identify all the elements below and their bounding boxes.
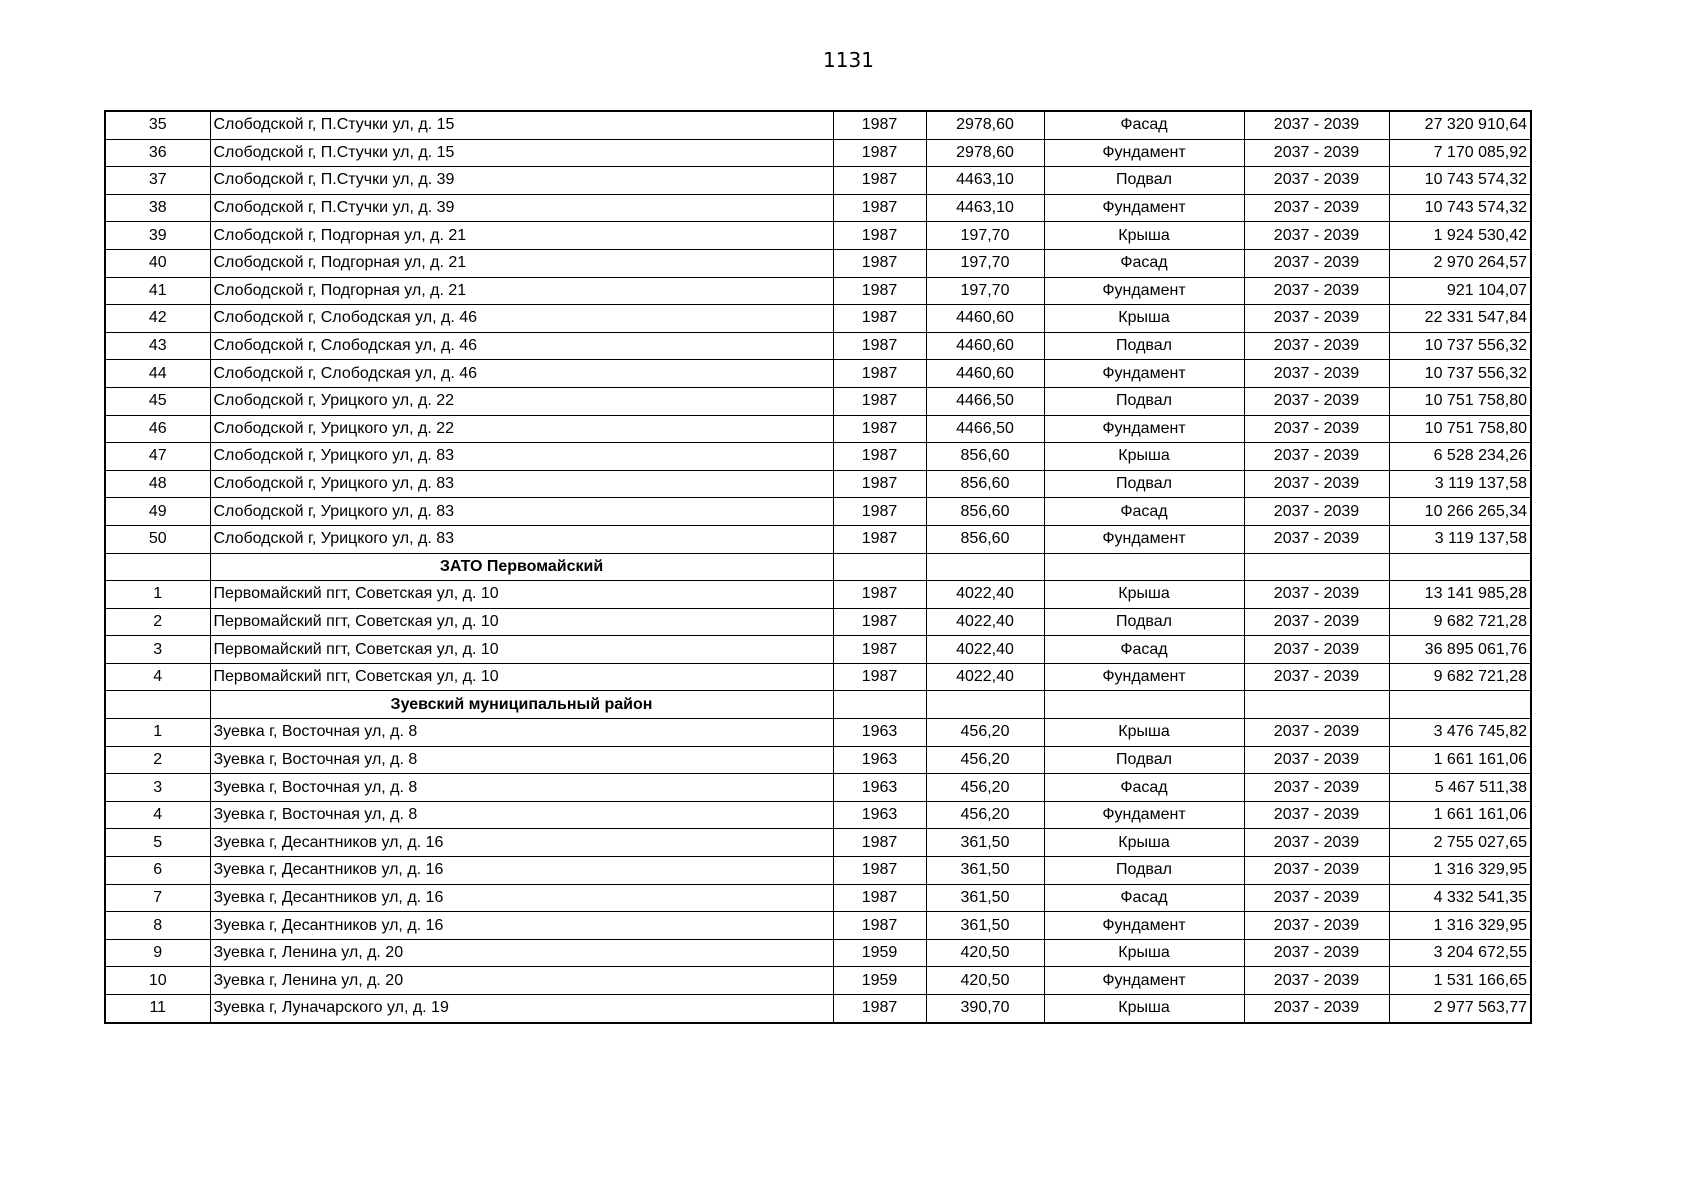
cost-cell: 2 970 264,57: [1389, 249, 1531, 277]
empty-cell: [926, 553, 1044, 581]
cost-cell: 2 755 027,65: [1389, 829, 1531, 857]
year-built-cell: 1987: [833, 608, 926, 636]
year-built-cell: 1963: [833, 801, 926, 829]
year-built-cell: 1987: [833, 995, 926, 1023]
row-number-cell: 5: [105, 829, 210, 857]
work-type-cell: Фундамент: [1044, 663, 1244, 691]
year-built-cell: 1987: [833, 498, 926, 526]
empty-cell: [1389, 553, 1531, 581]
work-type-cell: Фундамент: [1044, 415, 1244, 443]
work-type-cell: Фундамент: [1044, 194, 1244, 222]
address-cell: Слободской г, Урицкого ул, д. 83: [210, 525, 833, 553]
area-cell: 4022,40: [926, 663, 1044, 691]
period-cell: 2037 - 2039: [1244, 829, 1389, 857]
year-built-cell: 1987: [833, 663, 926, 691]
address-cell: Первомайский пгт, Советская ул, д. 10: [210, 636, 833, 664]
table-row: [105, 774, 1531, 802]
work-type-cell: Фасад: [1044, 249, 1244, 277]
work-type-cell: Фундамент: [1044, 801, 1244, 829]
work-type-cell: Крыша: [1044, 581, 1244, 609]
area-cell: 420,50: [926, 967, 1044, 995]
table-row: [105, 222, 1531, 250]
work-type-cell: Крыша: [1044, 222, 1244, 250]
table-row: [105, 470, 1531, 498]
table-row: [105, 884, 1531, 912]
year-built-cell: 1987: [833, 305, 926, 333]
empty-cell: [1044, 691, 1244, 719]
work-type-cell: Подвал: [1044, 167, 1244, 195]
year-built-cell: 1987: [833, 222, 926, 250]
address-cell: Слободской г, Подгорная ул, д. 21: [210, 222, 833, 250]
row-number-cell: 50: [105, 525, 210, 553]
address-cell: Первомайский пгт, Советская ул, д. 10: [210, 663, 833, 691]
period-cell: 2037 - 2039: [1244, 939, 1389, 967]
cost-cell: 10 751 758,80: [1389, 415, 1531, 443]
table-row: [105, 939, 1531, 967]
cost-cell: 10 743 574,32: [1389, 194, 1531, 222]
section-row: [105, 553, 1531, 581]
empty-cell: [105, 553, 210, 581]
year-built-cell: 1987: [833, 636, 926, 664]
address-cell: Зуевка г, Десантников ул, д. 16: [210, 829, 833, 857]
year-built-cell: 1987: [833, 332, 926, 360]
year-built-cell: 1959: [833, 967, 926, 995]
address-cell: Зуевка г, Восточная ул, д. 8: [210, 746, 833, 774]
year-built-cell: 1987: [833, 415, 926, 443]
empty-cell: [833, 691, 926, 719]
row-number-cell: 4: [105, 663, 210, 691]
cost-cell: 2 977 563,77: [1389, 995, 1531, 1023]
table-row: [105, 443, 1531, 471]
area-cell: 197,70: [926, 249, 1044, 277]
work-type-cell: Крыша: [1044, 719, 1244, 747]
row-number-cell: 49: [105, 498, 210, 526]
page-number: 1131: [823, 48, 874, 72]
table-row: [105, 525, 1531, 553]
row-number-cell: 10: [105, 967, 210, 995]
work-type-cell: Крыша: [1044, 939, 1244, 967]
row-number-cell: 2: [105, 608, 210, 636]
address-cell: Слободской г, П.Стучки ул, д. 39: [210, 194, 833, 222]
area-cell: 420,50: [926, 939, 1044, 967]
period-cell: 2037 - 2039: [1244, 774, 1389, 802]
table-row: [105, 829, 1531, 857]
period-cell: 2037 - 2039: [1244, 222, 1389, 250]
work-type-cell: Подвал: [1044, 608, 1244, 636]
area-cell: 856,60: [926, 498, 1044, 526]
table-row: [105, 857, 1531, 885]
period-cell: 2037 - 2039: [1244, 857, 1389, 885]
address-cell: Слободской г, Урицкого ул, д. 22: [210, 415, 833, 443]
year-built-cell: 1987: [833, 912, 926, 940]
work-type-cell: Фасад: [1044, 636, 1244, 664]
cost-cell: 3 476 745,82: [1389, 719, 1531, 747]
period-cell: 2037 - 2039: [1244, 801, 1389, 829]
table-body: [105, 111, 1531, 1023]
area-cell: 856,60: [926, 443, 1044, 471]
year-built-cell: 1963: [833, 774, 926, 802]
address-cell: Слободской г, Слободская ул, д. 46: [210, 332, 833, 360]
empty-cell: [1244, 691, 1389, 719]
address-cell: Первомайский пгт, Советская ул, д. 10: [210, 581, 833, 609]
row-number-cell: 1: [105, 719, 210, 747]
year-built-cell: 1987: [833, 111, 926, 139]
table-row: [105, 305, 1531, 333]
year-built-cell: 1959: [833, 939, 926, 967]
year-built-cell: 1963: [833, 746, 926, 774]
empty-cell: [926, 691, 1044, 719]
cost-cell: 9 682 721,28: [1389, 608, 1531, 636]
period-cell: 2037 - 2039: [1244, 360, 1389, 388]
repair-schedule-table: [104, 110, 1532, 1024]
area-cell: 4460,60: [926, 305, 1044, 333]
table-row: [105, 277, 1531, 305]
year-built-cell: 1987: [833, 829, 926, 857]
cost-cell: 3 119 137,58: [1389, 525, 1531, 553]
year-built-cell: 1987: [833, 857, 926, 885]
address-cell: Зуевка г, Десантников ул, д. 16: [210, 912, 833, 940]
cost-cell: 27 320 910,64: [1389, 111, 1531, 139]
row-number-cell: 11: [105, 995, 210, 1023]
address-cell: Зуевка г, Восточная ул, д. 8: [210, 719, 833, 747]
area-cell: 456,20: [926, 774, 1044, 802]
cost-cell: 13 141 985,28: [1389, 581, 1531, 609]
period-cell: 2037 - 2039: [1244, 525, 1389, 553]
work-type-cell: Подвал: [1044, 857, 1244, 885]
area-cell: 197,70: [926, 222, 1044, 250]
cost-cell: 10 737 556,32: [1389, 360, 1531, 388]
address-cell: Слободской г, П.Стучки ул, д. 15: [210, 111, 833, 139]
cost-cell: 22 331 547,84: [1389, 305, 1531, 333]
empty-cell: [1389, 691, 1531, 719]
area-cell: 456,20: [926, 746, 1044, 774]
area-cell: 4460,60: [926, 360, 1044, 388]
address-cell: Слободской г, Урицкого ул, д. 22: [210, 387, 833, 415]
work-type-cell: Фундамент: [1044, 277, 1244, 305]
table-row: [105, 332, 1531, 360]
row-number-cell: 43: [105, 332, 210, 360]
period-cell: 2037 - 2039: [1244, 719, 1389, 747]
cost-cell: 3 204 672,55: [1389, 939, 1531, 967]
table-row: [105, 249, 1531, 277]
cost-cell: 5 467 511,38: [1389, 774, 1531, 802]
row-number-cell: 6: [105, 857, 210, 885]
year-built-cell: 1987: [833, 360, 926, 388]
row-number-cell: 7: [105, 884, 210, 912]
address-cell: Слободской г, Подгорная ул, д. 21: [210, 249, 833, 277]
area-cell: 197,70: [926, 277, 1044, 305]
cost-cell: 10 737 556,32: [1389, 332, 1531, 360]
period-cell: 2037 - 2039: [1244, 194, 1389, 222]
year-built-cell: 1987: [833, 139, 926, 167]
period-cell: 2037 - 2039: [1244, 663, 1389, 691]
year-built-cell: 1987: [833, 443, 926, 471]
cost-cell: 6 528 234,26: [1389, 443, 1531, 471]
area-cell: 361,50: [926, 884, 1044, 912]
cost-cell: 10 751 758,80: [1389, 387, 1531, 415]
period-cell: 2037 - 2039: [1244, 332, 1389, 360]
work-type-cell: Подвал: [1044, 332, 1244, 360]
period-cell: 2037 - 2039: [1244, 912, 1389, 940]
year-built-cell: 1987: [833, 167, 926, 195]
table-row: [105, 912, 1531, 940]
work-type-cell: Подвал: [1044, 470, 1244, 498]
period-cell: 2037 - 2039: [1244, 995, 1389, 1023]
area-cell: 361,50: [926, 857, 1044, 885]
area-cell: 856,60: [926, 470, 1044, 498]
area-cell: 361,50: [926, 829, 1044, 857]
period-cell: 2037 - 2039: [1244, 305, 1389, 333]
row-number-cell: 46: [105, 415, 210, 443]
row-number-cell: 37: [105, 167, 210, 195]
address-cell: Слободской г, П.Стучки ул, д. 39: [210, 167, 833, 195]
area-cell: 4463,10: [926, 194, 1044, 222]
table-row: [105, 167, 1531, 195]
row-number-cell: 45: [105, 387, 210, 415]
address-cell: Первомайский пгт, Советская ул, д. 10: [210, 608, 833, 636]
year-built-cell: 1987: [833, 525, 926, 553]
empty-cell: [1244, 553, 1389, 581]
cost-cell: 9 682 721,28: [1389, 663, 1531, 691]
area-cell: 2978,60: [926, 139, 1044, 167]
area-cell: 456,20: [926, 801, 1044, 829]
table-row: [105, 995, 1531, 1023]
cost-cell: 10 266 265,34: [1389, 498, 1531, 526]
work-type-cell: Фасад: [1044, 498, 1244, 526]
cost-cell: 1 924 530,42: [1389, 222, 1531, 250]
address-cell: Слободской г, Урицкого ул, д. 83: [210, 443, 833, 471]
work-type-cell: Фасад: [1044, 774, 1244, 802]
area-cell: 4022,40: [926, 636, 1044, 664]
work-type-cell: Подвал: [1044, 746, 1244, 774]
row-number-cell: 41: [105, 277, 210, 305]
year-built-cell: 1987: [833, 581, 926, 609]
cost-cell: 1 661 161,06: [1389, 801, 1531, 829]
work-type-cell: Фундамент: [1044, 967, 1244, 995]
period-cell: 2037 - 2039: [1244, 884, 1389, 912]
year-built-cell: 1987: [833, 194, 926, 222]
area-cell: 4022,40: [926, 608, 1044, 636]
cost-cell: 921 104,07: [1389, 277, 1531, 305]
section-title: ЗАТО Первомайский: [210, 553, 833, 581]
row-number-cell: 4: [105, 801, 210, 829]
cost-cell: 1 316 329,95: [1389, 857, 1531, 885]
address-cell: Слободской г, Слободская ул, д. 46: [210, 360, 833, 388]
address-cell: Слободской г, Урицкого ул, д. 83: [210, 498, 833, 526]
address-cell: Зуевка г, Восточная ул, д. 8: [210, 774, 833, 802]
period-cell: 2037 - 2039: [1244, 470, 1389, 498]
address-cell: Слободской г, Подгорная ул, д. 21: [210, 277, 833, 305]
table-row: [105, 111, 1531, 139]
area-cell: 4466,50: [926, 387, 1044, 415]
year-built-cell: 1987: [833, 277, 926, 305]
area-cell: 4466,50: [926, 415, 1044, 443]
table-row: [105, 663, 1531, 691]
row-number-cell: 3: [105, 774, 210, 802]
address-cell: Зуевка г, Восточная ул, д. 8: [210, 801, 833, 829]
period-cell: 2037 - 2039: [1244, 443, 1389, 471]
cost-cell: 3 119 137,58: [1389, 470, 1531, 498]
empty-cell: [105, 691, 210, 719]
empty-cell: [833, 553, 926, 581]
period-cell: 2037 - 2039: [1244, 111, 1389, 139]
period-cell: 2037 - 2039: [1244, 581, 1389, 609]
period-cell: 2037 - 2039: [1244, 608, 1389, 636]
table-row: [105, 387, 1531, 415]
cost-cell: 4 332 541,35: [1389, 884, 1531, 912]
table-row: [105, 719, 1531, 747]
table-row: [105, 581, 1531, 609]
year-built-cell: 1987: [833, 470, 926, 498]
period-cell: 2037 - 2039: [1244, 139, 1389, 167]
row-number-cell: 8: [105, 912, 210, 940]
area-cell: 456,20: [926, 719, 1044, 747]
table-row: [105, 194, 1531, 222]
address-cell: Зуевка г, Десантников ул, д. 16: [210, 884, 833, 912]
period-cell: 2037 - 2039: [1244, 415, 1389, 443]
address-cell: Зуевка г, Луначарского ул, д. 19: [210, 995, 833, 1023]
address-cell: Зуевка г, Десантников ул, д. 16: [210, 857, 833, 885]
period-cell: 2037 - 2039: [1244, 636, 1389, 664]
table-row: [105, 139, 1531, 167]
table-row: [105, 967, 1531, 995]
address-cell: Слободской г, Урицкого ул, д. 83: [210, 470, 833, 498]
row-number-cell: 42: [105, 305, 210, 333]
cost-cell: 36 895 061,76: [1389, 636, 1531, 664]
work-type-cell: Подвал: [1044, 387, 1244, 415]
year-built-cell: 1963: [833, 719, 926, 747]
area-cell: 361,50: [926, 912, 1044, 940]
row-number-cell: 36: [105, 139, 210, 167]
table-row: [105, 801, 1531, 829]
row-number-cell: 1: [105, 581, 210, 609]
period-cell: 2037 - 2039: [1244, 277, 1389, 305]
row-number-cell: 40: [105, 249, 210, 277]
period-cell: 2037 - 2039: [1244, 249, 1389, 277]
work-type-cell: Фундамент: [1044, 360, 1244, 388]
period-cell: 2037 - 2039: [1244, 387, 1389, 415]
area-cell: 4022,40: [926, 581, 1044, 609]
section-title: Зуевский муниципальный район: [210, 691, 833, 719]
work-type-cell: Фасад: [1044, 884, 1244, 912]
table-row: [105, 360, 1531, 388]
cost-cell: 1 531 166,65: [1389, 967, 1531, 995]
row-number-cell: 44: [105, 360, 210, 388]
work-type-cell: Крыша: [1044, 443, 1244, 471]
area-cell: 4463,10: [926, 167, 1044, 195]
area-cell: 2978,60: [926, 111, 1044, 139]
work-type-cell: Крыша: [1044, 995, 1244, 1023]
address-cell: Слободской г, Слободская ул, д. 46: [210, 305, 833, 333]
cost-cell: 1 316 329,95: [1389, 912, 1531, 940]
year-built-cell: 1987: [833, 884, 926, 912]
address-cell: Зуевка г, Ленина ул, д. 20: [210, 967, 833, 995]
work-type-cell: Фасад: [1044, 111, 1244, 139]
row-number-cell: 9: [105, 939, 210, 967]
period-cell: 2037 - 2039: [1244, 167, 1389, 195]
row-number-cell: 2: [105, 746, 210, 774]
row-number-cell: 35: [105, 111, 210, 139]
work-type-cell: Фундамент: [1044, 525, 1244, 553]
table-row: [105, 636, 1531, 664]
row-number-cell: 47: [105, 443, 210, 471]
year-built-cell: 1987: [833, 249, 926, 277]
row-number-cell: 39: [105, 222, 210, 250]
cost-cell: 1 661 161,06: [1389, 746, 1531, 774]
area-cell: 390,70: [926, 995, 1044, 1023]
table-row: [105, 746, 1531, 774]
cost-cell: 7 170 085,92: [1389, 139, 1531, 167]
work-type-cell: Фундамент: [1044, 139, 1244, 167]
cost-cell: 10 743 574,32: [1389, 167, 1531, 195]
period-cell: 2037 - 2039: [1244, 498, 1389, 526]
work-type-cell: Крыша: [1044, 829, 1244, 857]
row-number-cell: 38: [105, 194, 210, 222]
address-cell: Зуевка г, Ленина ул, д. 20: [210, 939, 833, 967]
row-number-cell: 3: [105, 636, 210, 664]
period-cell: 2037 - 2039: [1244, 967, 1389, 995]
section-row: [105, 691, 1531, 719]
table-row: [105, 415, 1531, 443]
empty-cell: [1044, 553, 1244, 581]
table-row: [105, 608, 1531, 636]
work-type-cell: Крыша: [1044, 305, 1244, 333]
work-type-cell: Фундамент: [1044, 912, 1244, 940]
table-row: [105, 498, 1531, 526]
period-cell: 2037 - 2039: [1244, 746, 1389, 774]
row-number-cell: 48: [105, 470, 210, 498]
address-cell: Слободской г, П.Стучки ул, д. 15: [210, 139, 833, 167]
area-cell: 856,60: [926, 525, 1044, 553]
year-built-cell: 1987: [833, 387, 926, 415]
area-cell: 4460,60: [926, 332, 1044, 360]
